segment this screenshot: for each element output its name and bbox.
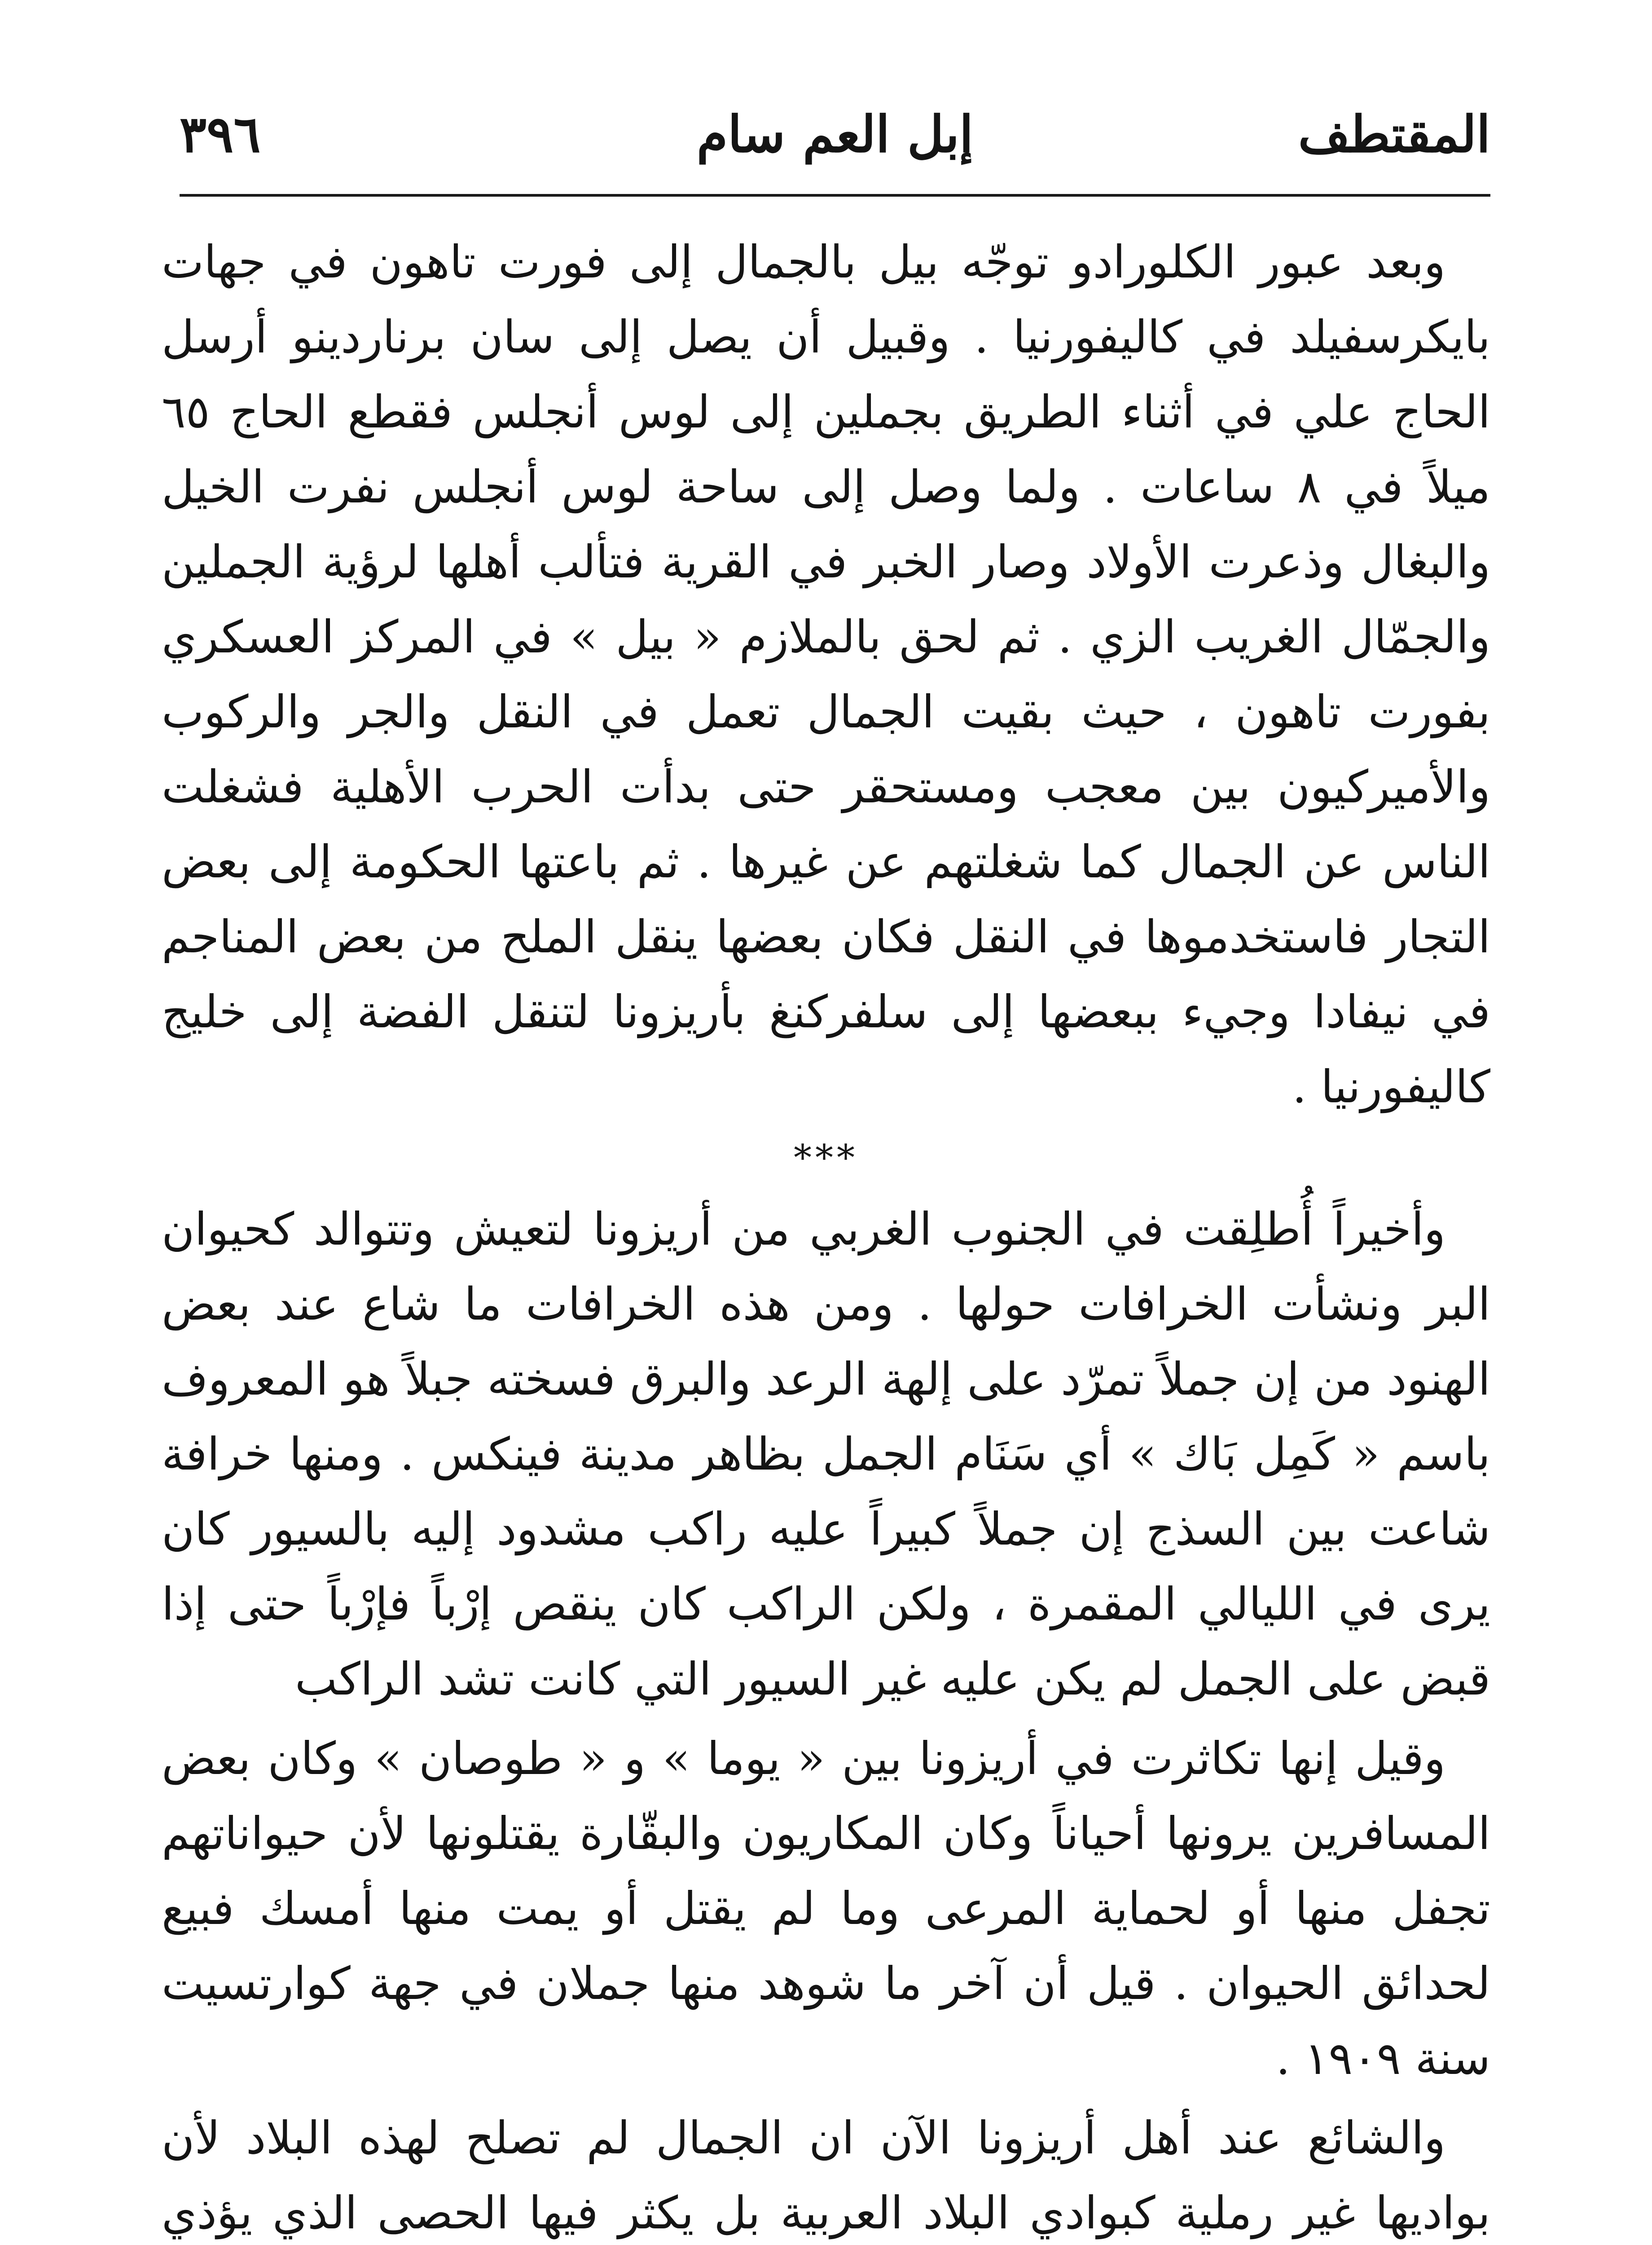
running-header [180, 85, 1490, 166]
paragraph-gap [162, 1717, 1490, 1721]
journal-name: المقتطف [1298, 105, 1490, 164]
paragraph: والشائع عند أهل أريزونا الآن ان الجمال لم تصلح لهذه البلاد لأن بواديها غير رملية كبوادي البلاد العربية بل يكثر فيها الحصى الذي يؤذي [162, 2112, 1490, 2239]
page-number: ٣٩٦ [180, 105, 261, 164]
section-separator: *** [794, 1137, 858, 1179]
paragraph-gap [162, 2096, 1490, 2100]
paragraph: وقيل إنها تكاثرت في أريزونا بين « يوما » و « طوصان » وكان بعض المسافرين يرونها أحياناً وكان المكاريون والبقّارة يقتلونها لأن حيواناتهم تجفل منها أو لحماية المرعى وما لم يقتل أو يمت منها أمسك فبيع لحدائق الحيوان . قيل أن آخر ما شوهد منها جملان في جهة كوارتسيت سنة ١٩٠٩ . [162, 1732, 1490, 2085]
article-title: إبل العم سام [696, 105, 974, 164]
article-body [162, 224, 1490, 2245]
paragraph: وأخيراً أُطلِقت في الجنوب الغربي من أريزونا لتعيش وتتوالد كحيوان البر ونشأت الخرافات حولها . ومن هذه الخرافات ما شاع عند بعض الهنود من إن جملاً تمرّد على إلهة الرعد والبرق فسخته جبلاً هو المعروف باسم « كَمِل بَاك » أي سَنَام الجمل بظاهر مدينة فينكس . ومنها خرافة شاعت بين السذج إن جملاً كبيراً عليه راكب مشدود إليه بالسيور كان يرى في الليالي المقمرة ، ولكن الراكب كان ينقص إرْباً فإرْباً حتى إذا قبض على الجمل لم يكن عليه غير السيور التي كانت تشد الراكب [162, 1203, 1490, 1705]
header-rule [180, 194, 1490, 197]
paragraph: وبعد عبور الكلورادو توجّه بيل بالجمال إلى فورت تاهون في جهات بايكرسفيلد في كاليفورنيا . وقبيل أن يصل إلى سان برناردينو أرسل الحاج علي في أثناء الطريق بجملين إلى لوس أنجلس فقطع الحاج ٦٥ ميلاً في ٨ ساعات . ولما وصل إلى ساحة لوس أنجلس نفرت الخيل والبغال وذعرت الأولاد وصار الخبر في القرية فتألب أهلها لرؤية الجملين والجمّال الغريب الزي . ثم لحق بالملازم « بيل » في المركز العسكري بفورت تاهون ، حيث بقيت الجمال تعمل في النقل والجر والركوب والأميركيون بين معجب ومستحقر حتى بدأت الحرب الأهلية فشغلت الناس عن الجمال كما شغلتهم عن غيرها . ثم باعتها الحكومة إلى بعض التجار فاستخدموها في النقل فكان بعضها ينقل الملح من بعض المناجم في نيفادا وجيء ببعضها إلى سلفركنغ بأريزونا لتنقل الفضة إلى خليج كاليفورنيا . [162, 236, 1490, 1113]
